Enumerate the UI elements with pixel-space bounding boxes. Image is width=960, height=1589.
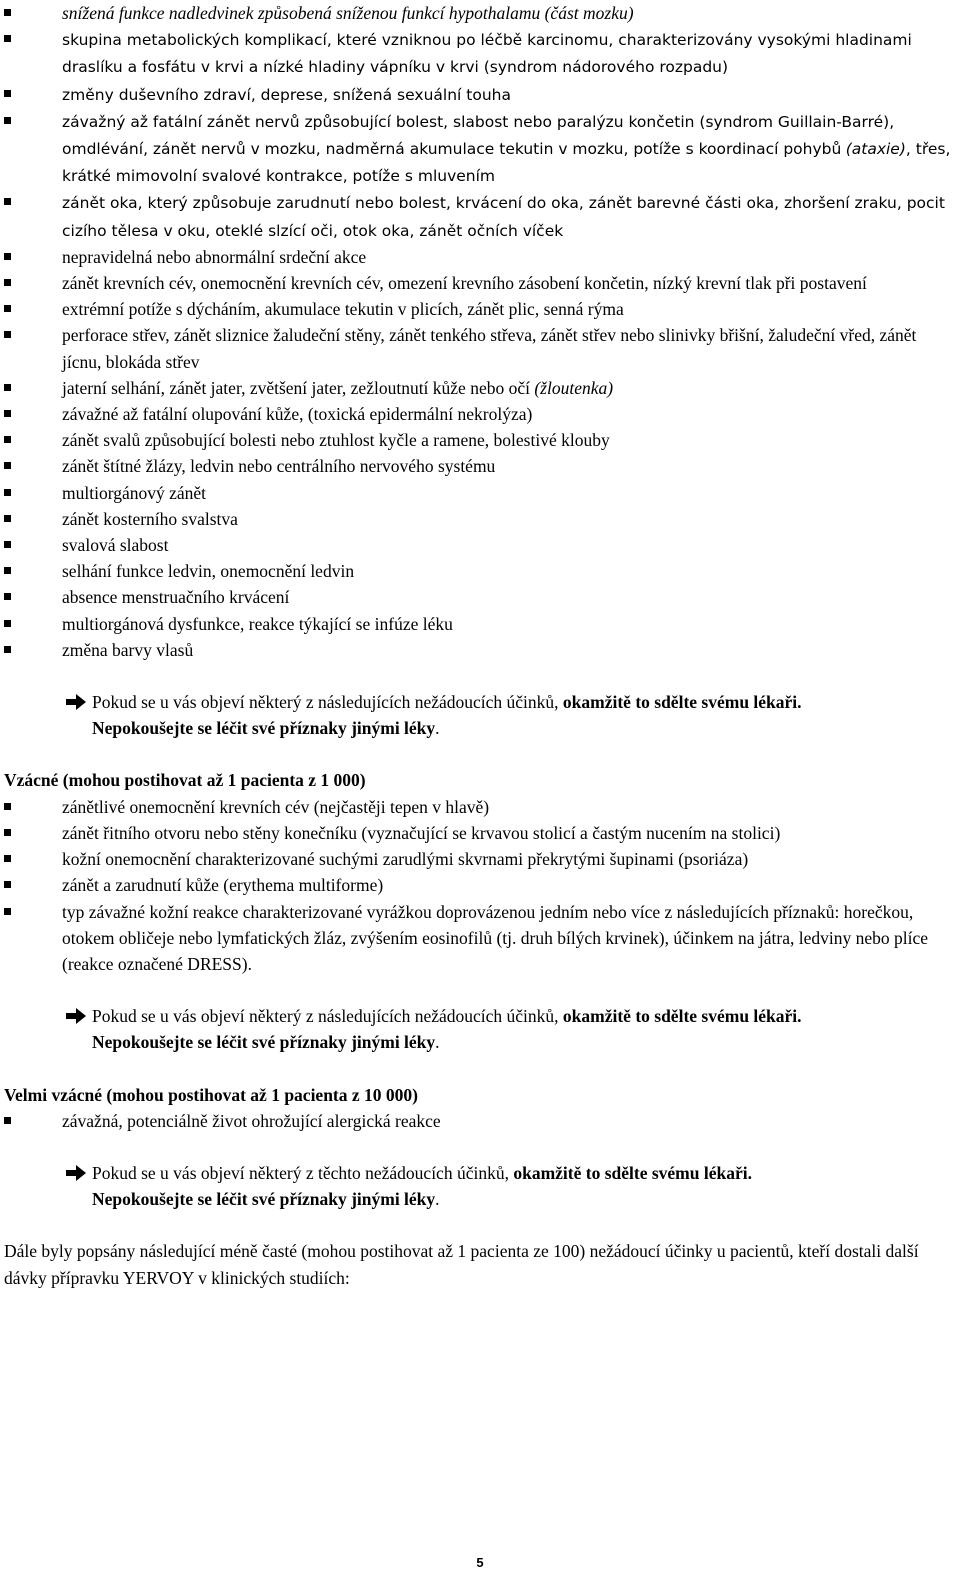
arrow-right-icon: [66, 1165, 86, 1181]
list-item: [0, 558, 960, 584]
arrow-right-icon: [66, 1008, 86, 1024]
square-bullet-icon: [4, 410, 11, 417]
list-item: [0, 506, 960, 532]
list-item: [0, 637, 960, 663]
list-item-text: změna barvy vlasů: [62, 639, 194, 660]
list-item-text: perforace střev, zánět sliznice žaludeční stěny, zánět tenkého střeva, zánět střev nebo slinivky břišní, žaludeční vřed, zánět jícnu, blokáda střev: [62, 325, 917, 372]
warning-period: .: [435, 1189, 440, 1210]
list-item-text: závažný až fatální zánět nervů způsobující bolest, slabost nebo paralýzu končetin (syndrom Guillain-Barré), omdlévání, zánět nervů v mozku, nadměrná akumulace tekutin v mozku, potíže s koordinací pohybů: [62, 112, 895, 159]
list-item: [0, 81, 960, 108]
warning-line2: Nepokoušejte se léčit své příznaky jinými léky: [92, 1032, 436, 1053]
warning-block: [0, 1160, 960, 1212]
square-bullet-icon: [4, 567, 11, 574]
square-bullet-icon: [4, 829, 11, 836]
list-item-text: změny duševního zdraví, deprese, snížená sexuální touha: [62, 85, 511, 104]
section-heading-rare: Vzácné (mohou postihovat až 1 pacienta z 1 000): [4, 770, 366, 791]
square-bullet-icon: [4, 384, 11, 391]
warning-period: .: [435, 1032, 440, 1053]
list-item: [0, 480, 960, 506]
warning-block: [0, 689, 960, 741]
square-bullet-icon: [4, 436, 11, 443]
list-item-text: extrémní potíže s dýcháním, akumulace tekutin v plicích, zánět plic, senná rýma: [62, 299, 624, 320]
square-bullet-icon: [4, 117, 11, 124]
list-item-text: nepravidelná nebo abnormální srdeční akce: [62, 246, 367, 267]
list-item-text: zánět kosterního svalstva: [62, 508, 238, 529]
very-rare-effects-list: [0, 1108, 960, 1134]
list-item: [0, 26, 960, 80]
list-item-italic: (ataxie): [845, 140, 906, 159]
list-item-italic: (žloutenka): [534, 377, 614, 398]
warning-bold: okamžitě to sdělte svému lékaři.: [562, 692, 802, 713]
square-bullet-icon: [4, 881, 11, 888]
list-item-text: zánět oka, který způsobuje zarudnutí nebo bolest, krvácení do oka, zánět barevné části oka, zhoršení zraku, pocit cizího tělesa v oku, oteklé slzící oči, otok oka, zánět očních víček: [62, 194, 945, 240]
square-bullet-icon: [4, 331, 11, 338]
list-item-text: zánětlivé onemocnění krevních cév (nejčastěji tepen v hlavě): [62, 796, 490, 817]
page-number: 5: [476, 1555, 484, 1570]
list-item-text-rest: , třes, krátké mimovolní svalové kontrakce, potíže s mluvením: [62, 140, 951, 186]
list-item-text: zánět a zarudnutí kůže (erythema multiforme): [62, 875, 384, 896]
list-item-text: zánět svalů způsobující bolesti nebo ztuhlost kyčle a ramene, bolestivé klouby: [62, 430, 610, 451]
warning-line2: Nepokoušejte se léčit své příznaky jinými léky: [92, 1189, 436, 1210]
list-item-text: závažné až fatální olupování kůže, (toxická epidermální nekrolýza): [62, 404, 533, 425]
list-item-text: snížená funkce nadledvinek způsobená sníženou funkcí hypothalamu (část mozku): [62, 3, 634, 23]
list-item-text: multiorgánový zánět: [62, 482, 207, 503]
list-item: [0, 532, 960, 558]
list-item: [0, 584, 960, 610]
list-item-text: závažná, potenciálně život ohrožující alergická reakce: [62, 1110, 441, 1131]
square-bullet-icon: [4, 593, 11, 600]
warning-block: [0, 1003, 960, 1055]
list-item: [0, 611, 960, 637]
square-bullet-icon: [4, 462, 11, 469]
square-bullet-icon: [4, 489, 11, 496]
list-item: [0, 820, 960, 846]
square-bullet-icon: [4, 9, 11, 16]
closing-paragraph: Dále byly popsány následující méně časté (mohou postihovat až 1 pacienta ze 100) nežádoucí účinky u pacientů, kteří dostali další dávky přípravku YERVOY v klinických studiích:: [4, 1241, 919, 1288]
list-item: [0, 1108, 960, 1134]
list-item-text: kožní onemocnění charakterizované suchými zarudlými skvrnami překrytými šupinami (psoriáza): [62, 849, 749, 870]
warning-text: Pokud se u vás objeví některý z následujících nežádoucích účinků,: [92, 1006, 563, 1027]
list-item: [0, 899, 960, 978]
rare-effects-list: [0, 794, 960, 977]
list-item-text: zánět řitního otvoru nebo stěny konečníku (vyznačující se krvavou stolicí a častým nucením na stolici): [62, 822, 781, 843]
list-item-text: multiorgánová dysfunkce, reakce týkající se infúze léku: [62, 613, 453, 634]
list-item: [0, 322, 960, 374]
square-bullet-icon: [4, 1117, 11, 1124]
square-bullet-icon: [4, 646, 11, 653]
list-item-text: svalová slabost: [62, 535, 169, 556]
list-item-text: skupina metabolických komplikací, které vzniknou po léčbě karcinomu, charakterizovány vysokými hladinami draslíku a fosfátu v krvi a nízké hladiny vápníku v krvi (syndrom nádorového rozpadu): [62, 31, 912, 77]
list-item: [0, 794, 960, 820]
list-item: [0, 872, 960, 898]
warning-bold: okamžitě to sdělte svému lékaři.: [513, 1162, 752, 1183]
square-bullet-icon: [4, 855, 11, 862]
warning-text: Pokud se u vás objeví některý z těchto nežádoucích účinků,: [92, 1162, 514, 1183]
square-bullet-icon: [4, 803, 11, 810]
list-item: [0, 296, 960, 322]
list-item-text: jaterní selhání, zánět jater, zvětšení jater, zežloutnutí kůže nebo očí: [62, 377, 530, 398]
list-item: [0, 270, 960, 296]
square-bullet-icon: [4, 279, 11, 286]
list-item-text: selhání funkce ledvin, onemocnění ledvin: [62, 561, 355, 582]
square-bullet-icon: [4, 198, 11, 205]
list-item: [0, 427, 960, 453]
square-bullet-icon: [4, 515, 11, 522]
list-item-text: zánět krevních cév, onemocnění krevních cév, omezení krevního zásobení končetin, nízký krevní tlak při postavení: [62, 273, 867, 294]
list-item: [0, 108, 960, 190]
square-bullet-icon: [4, 35, 11, 42]
square-bullet-icon: [4, 305, 11, 312]
list-item: [0, 401, 960, 427]
warning-line2: Nepokoušejte se léčit své příznaky jinými léky: [92, 718, 436, 739]
list-item: [0, 453, 960, 479]
list-item: [0, 244, 960, 270]
list-item-text: typ závažné kožní reakce charakterizované vyrážkou doprovázenou jedním nebo více z následujících příznaků: horečkou, otokem obličeje nebo lymfatických žláz, zvýšením eosinofilů (tj. druh bílých krvinek), účinkem na játra, ledviny nebo plíce (reakce označené DRESS).: [62, 901, 928, 974]
arrow-right-icon: [66, 694, 86, 710]
square-bullet-icon: [4, 908, 11, 915]
list-item: [0, 846, 960, 872]
warning-text: Pokud se u vás objeví některý z následujících nežádoucích účinků,: [92, 692, 563, 713]
square-bullet-icon: [4, 620, 11, 627]
list-item: [0, 0, 960, 26]
list-item: [0, 189, 960, 243]
square-bullet-icon: [4, 541, 11, 548]
section-heading-very-rare: Velmi vzácné (mohou postihovat až 1 pacienta z 10 000): [4, 1084, 418, 1105]
list-item-text: absence menstruačního krvácení: [62, 587, 290, 608]
square-bullet-icon: [4, 90, 11, 97]
square-bullet-icon: [4, 253, 11, 260]
side-effects-list: [0, 0, 960, 663]
warning-bold: okamžitě to sdělte svému lékaři.: [562, 1006, 802, 1027]
list-item-text: zánět štítné žlázy, ledvin nebo centrálního nervového systému: [62, 456, 496, 477]
warning-period: .: [435, 718, 440, 739]
list-item: [0, 375, 960, 401]
